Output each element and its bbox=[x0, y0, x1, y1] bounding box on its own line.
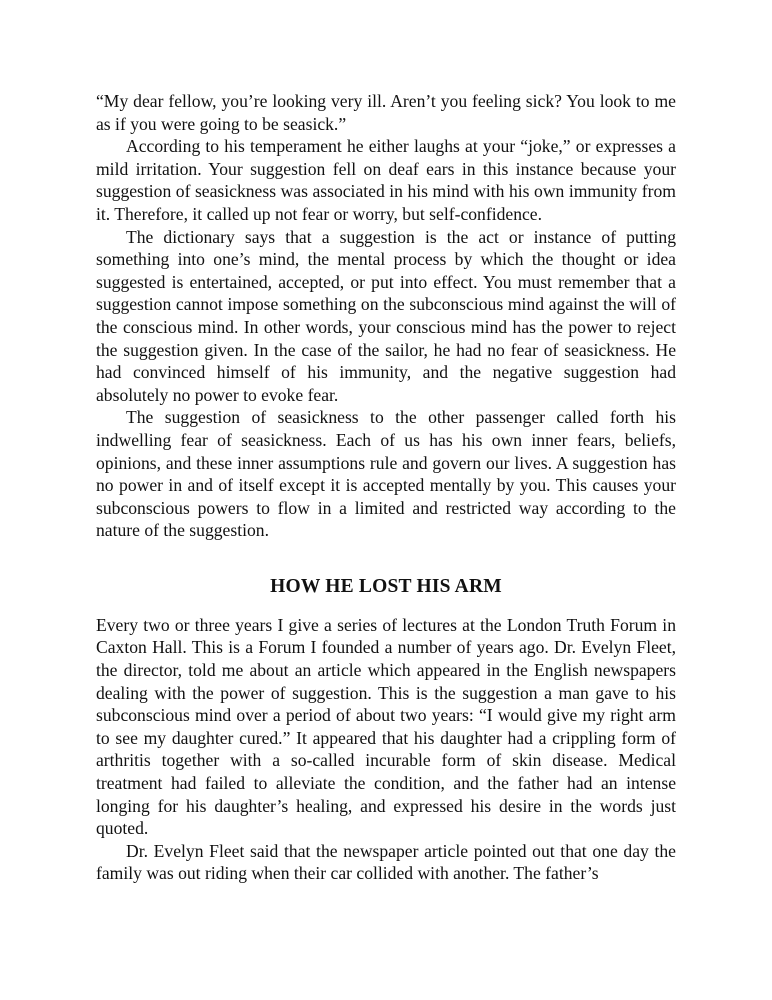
book-page bbox=[96, 90, 676, 885]
paragraph-london-truth-forum: Every two or three years I give a series of lectures at the London Truth Forum in Caxton Hall. This is a Forum I founded a number of years ago. Dr. Evelyn Fleet, the director, told me about an article which appeared in the English newspapers dealing with the power of suggestion. This is the suggestion a man gave to his subconscious mind over a period of about two years: “I would give my right arm to see my daughter cured.” It appeared that his daughter had a crippling form of arthritis together with a so-called incurable form of skin disease. Medical treatment had failed to alleviate the condition, and the father had an intense longing for his daughter’s healing, and expressed his desire in the words just quoted. bbox=[96, 614, 676, 839]
paragraph-seasick-quote: “My dear fellow, you’re looking very ill. Aren’t you feeling sick? You look to me as if you were going to be seasick.” bbox=[96, 91, 676, 134]
paragraph-car-collision: Dr. Evelyn Fleet said that the newspaper article pointed out that one day the family was out riding when their car collided with another. The father’s bbox=[96, 840, 676, 884]
section-heading: HOW HE LOST HIS ARM bbox=[270, 575, 502, 597]
paragraph-temperament: According to his temperament he either laughs at your “joke,” or expresses a mild irritation. Your suggestion fell on deaf ears in this instance because your suggestion of seasickness was associated in his mind with his own immunity from it. Therefore, it called up not fear or worry, but self-confidence. bbox=[96, 136, 676, 224]
paragraph-dictionary-definition: The dictionary says that a suggestion is the act or instance of putting something into one’s mind, the mental process by which the thought or idea suggested is entertained, accepted, or put into effect. You must remember that a suggestion cannot impose something on the subconscious mind against the will of the conscious mind. In other words, your conscious mind has the power to reject the suggestion given. In the case of the sailor, he had no fear of seasickness. He had convinced himself of his immunity, and the negative suggestion had absolutely no power to evoke fear. bbox=[96, 226, 676, 405]
paragraph-other-passenger: The suggestion of seasickness to the other passenger called forth his indwelling fear of seasickness. Each of us has his own inner fears, beliefs, opinions, and these inner assumptions rule and govern our lives. A suggestion has no power in and of itself except it is accepted mentally by you. This causes your subconscious powers to flow in a limited and restricted way according to the nature of the suggestion. bbox=[96, 407, 676, 541]
